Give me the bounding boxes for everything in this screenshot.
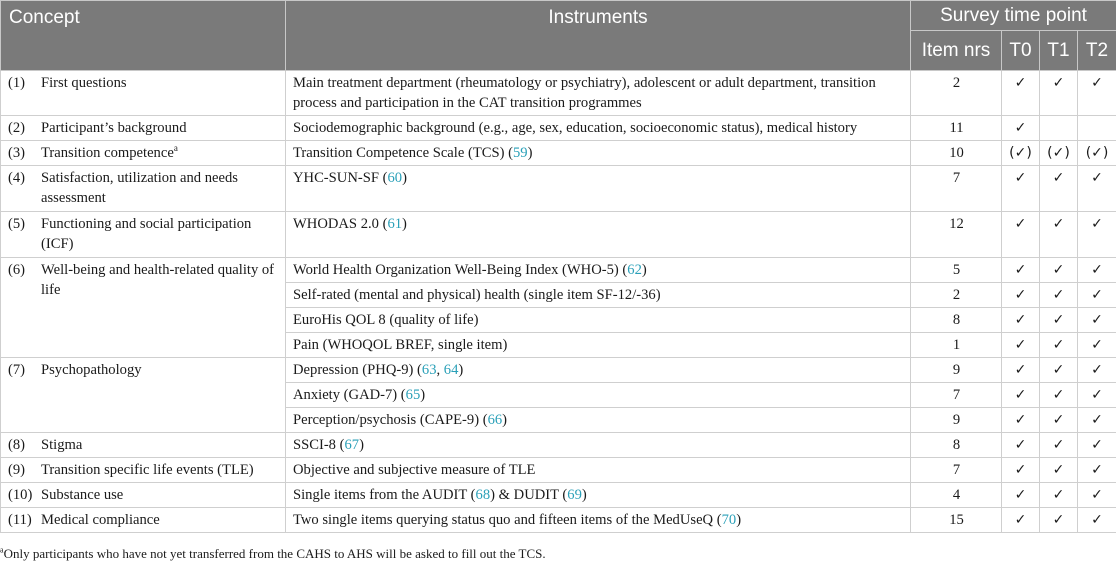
t1-check	[1040, 116, 1078, 141]
instrument-text: YHC-SUN-SF (	[293, 170, 388, 186]
t0-check: ✓	[1002, 483, 1040, 508]
t2-check: ✓	[1078, 458, 1116, 483]
reference-link[interactable]: 69	[567, 487, 582, 503]
instrument-text-end: )	[402, 170, 407, 186]
item-count: 2	[911, 71, 1002, 116]
instrument-cell	[286, 166, 911, 212]
item-count: 8	[911, 433, 1002, 458]
t2-check: ✓	[1078, 258, 1116, 283]
concept-label: Functioning and social participation (ICF)	[41, 216, 252, 252]
reference-link[interactable]: 61	[387, 216, 403, 232]
table-row	[1, 433, 1116, 458]
table-row	[1, 358, 1116, 383]
reference-link[interactable]: 67	[344, 437, 360, 453]
instrument-text-end: )	[641, 262, 647, 278]
t0-check: ✓	[1002, 383, 1040, 408]
t2-check: (✓)	[1078, 141, 1116, 166]
t2-check: ✓	[1078, 166, 1116, 212]
instrument-text: SSCI-8 (	[293, 437, 345, 453]
concept-cell	[1, 212, 286, 258]
reference-link[interactable]: 68	[475, 487, 491, 503]
instrument-text: Depression (PHQ-9) (	[293, 362, 422, 378]
concept-number: (10)	[8, 487, 33, 503]
concept-cell	[1, 458, 286, 483]
table-row	[1, 508, 1116, 533]
concept-label: Psychopathology	[41, 362, 142, 378]
item-count: 5	[911, 258, 1002, 283]
table-row	[1, 116, 1116, 141]
t0-check: ✓	[1002, 408, 1040, 433]
instrument-text-end: )	[581, 487, 587, 503]
t1-check: ✓	[1040, 212, 1078, 258]
instrument-cell	[286, 358, 911, 383]
instrument-text-end: )	[527, 145, 533, 161]
table-row	[1, 71, 1116, 116]
item-count: 12	[911, 212, 1002, 258]
t1-check: ✓	[1040, 333, 1078, 358]
item-count: 9	[911, 408, 1002, 433]
concept-number: (7)	[8, 362, 26, 378]
concept-cell	[1, 433, 286, 458]
t2-check: ✓	[1078, 71, 1116, 116]
item-count: 10	[911, 141, 1002, 166]
t0-check: (✓)	[1002, 141, 1040, 166]
footnote-marker: a	[173, 143, 178, 154]
t1-check: ✓	[1040, 483, 1078, 508]
concept-number: (8)	[8, 437, 26, 453]
table-row	[1, 141, 1116, 166]
concept-cell	[1, 116, 286, 141]
t1-check: ✓	[1040, 308, 1078, 333]
concept-label: First questions	[41, 75, 127, 91]
header-t2: T2	[1078, 31, 1116, 71]
t0-check: ✓	[1002, 308, 1040, 333]
header-item-nrs: Item nrs	[911, 31, 1002, 71]
concept-label: Medical compliance	[41, 512, 160, 528]
concept-number: (2)	[8, 120, 26, 136]
instrument-text: Single items from the AUDIT (	[293, 487, 476, 503]
instrument-text-end: )	[736, 512, 742, 528]
t2-check: ✓	[1078, 308, 1116, 333]
t1-check: ✓	[1040, 258, 1078, 283]
table-footnote	[0, 546, 546, 562]
reference-link[interactable]: 64	[443, 362, 459, 378]
t2-check: ✓	[1078, 508, 1116, 533]
item-count: 1	[911, 333, 1002, 358]
instrument-cell	[286, 212, 911, 258]
t2-check	[1078, 116, 1116, 141]
header-instruments: Instruments	[286, 1, 911, 71]
instrument-cell: Pain (WHOQOL BREF, single item)	[286, 333, 911, 358]
concept-number: (11)	[8, 512, 32, 528]
header-survey-time-point: Survey time point	[911, 1, 1116, 31]
concept-number: (3)	[8, 145, 26, 161]
table-row	[1, 458, 1116, 483]
concept-number: (4)	[8, 170, 26, 186]
reference-link[interactable]: 63	[421, 362, 437, 378]
concept-label: Transition competence	[41, 145, 174, 161]
instrument-cell	[286, 383, 911, 408]
t1-check: ✓	[1040, 283, 1078, 308]
t2-check: ✓	[1078, 383, 1116, 408]
instrument-cell	[286, 508, 911, 533]
footnote-marker: a	[0, 545, 4, 555]
instrument-text-end: )	[420, 387, 426, 403]
reference-link[interactable]: 66	[487, 412, 503, 428]
table-row	[1, 483, 1116, 508]
t1-check: ✓	[1040, 383, 1078, 408]
concept-cell	[1, 508, 286, 533]
concept-cell	[1, 141, 286, 166]
item-count: 7	[911, 166, 1002, 212]
t2-check: ✓	[1078, 283, 1116, 308]
concept-label: Well-being and health-related quality of life	[41, 262, 275, 298]
t0-check: ✓	[1002, 333, 1040, 358]
instrument-cell	[286, 258, 911, 283]
instrument-text: Anxiety (GAD-7) (	[293, 387, 406, 403]
t2-check: ✓	[1078, 433, 1116, 458]
t1-check: ✓	[1040, 408, 1078, 433]
t1-check: ✓	[1040, 71, 1078, 116]
reference-link[interactable]: 70	[721, 512, 737, 528]
t2-check: ✓	[1078, 408, 1116, 433]
t0-check: ✓	[1002, 71, 1040, 116]
instrument-cell	[286, 408, 911, 433]
header-t0: T0	[1002, 31, 1040, 71]
item-count: 11	[911, 116, 1002, 141]
instrument-separator: ,	[436, 362, 444, 378]
t0-check: ✓	[1002, 166, 1040, 212]
item-count: 8	[911, 308, 1002, 333]
concept-number: (6)	[8, 262, 26, 278]
t0-check: ✓	[1002, 458, 1040, 483]
instrument-cell: Self-rated (mental and physical) health (single item SF-12/-36)	[286, 283, 911, 308]
instrument-text-mid: ) & DUDIT (	[490, 487, 568, 503]
concept-cell	[1, 483, 286, 508]
concept-number: (9)	[8, 462, 26, 478]
reference-link[interactable]: 62	[627, 262, 642, 278]
concept-cell	[1, 166, 286, 212]
item-count: 15	[911, 508, 1002, 533]
concept-cell	[1, 71, 286, 116]
reference-link[interactable]: 65	[405, 387, 421, 403]
t2-check: ✓	[1078, 333, 1116, 358]
instrument-cell	[286, 433, 911, 458]
t0-check: ✓	[1002, 212, 1040, 258]
instrument-text: Perception/psychosis (CAPE-9) (	[293, 412, 488, 428]
t0-check: ✓	[1002, 433, 1040, 458]
instrument-text-end: )	[458, 362, 464, 378]
t1-check: (✓)	[1040, 141, 1078, 166]
table-row	[1, 258, 1116, 283]
instrument-cell	[286, 483, 911, 508]
concept-number: (5)	[8, 216, 26, 232]
t1-check: ✓	[1040, 433, 1078, 458]
item-count: 7	[911, 383, 1002, 408]
instrument-text-end: )	[402, 216, 407, 232]
table-row	[1, 212, 1116, 258]
reference-link[interactable]: 60	[387, 170, 403, 186]
concept-label: Substance use	[41, 487, 124, 503]
t0-check: ✓	[1002, 116, 1040, 141]
t0-check: ✓	[1002, 508, 1040, 533]
instrument-cell: Sociodemographic background (e.g., age, sex, education, socioeconomic status), medical history	[286, 116, 911, 141]
concept-label: Participant’s background	[41, 120, 187, 136]
t1-check: ✓	[1040, 508, 1078, 533]
item-count: 2	[911, 283, 1002, 308]
instrument-text: Transition Competence Scale (TCS) (	[293, 145, 513, 161]
instrument-text-end: )	[359, 437, 364, 453]
instrument-cell: Objective and subjective measure of TLE	[286, 458, 911, 483]
concept-cell	[1, 358, 286, 433]
instrument-text: World Health Organization Well-Being Index (WHO-5) (	[293, 262, 628, 278]
instrument-text-end: )	[502, 412, 508, 428]
t1-check: ✓	[1040, 458, 1078, 483]
concept-label: Stigma	[41, 437, 83, 453]
instrument-cell: EuroHis QOL 8 (quality of life)	[286, 308, 911, 333]
t2-check: ✓	[1078, 483, 1116, 508]
header-concept: Concept	[1, 1, 286, 71]
instrument-text: Two single items querying status quo and fifteen items of the MedUseQ (	[293, 512, 722, 528]
item-count: 9	[911, 358, 1002, 383]
t2-check: ✓	[1078, 212, 1116, 258]
item-count: 7	[911, 458, 1002, 483]
t0-check: ✓	[1002, 283, 1040, 308]
concept-cell	[1, 258, 286, 358]
t1-check: ✓	[1040, 358, 1078, 383]
instrument-cell	[286, 141, 911, 166]
t2-check: ✓	[1078, 358, 1116, 383]
table-row	[1, 166, 1116, 212]
t0-check: ✓	[1002, 258, 1040, 283]
t0-check: ✓	[1002, 358, 1040, 383]
instrument-cell: Main treatment department (rheumatology or psychiatry), adolescent or adult department, transition process and participation in the CAT transition programmes	[286, 71, 911, 116]
header-t1: T1	[1040, 31, 1078, 71]
concept-label: Transition specific life events (TLE)	[41, 462, 254, 478]
reference-link[interactable]: 59	[512, 145, 528, 161]
concept-number: (1)	[8, 75, 26, 91]
item-count: 4	[911, 483, 1002, 508]
t1-check: ✓	[1040, 166, 1078, 212]
footnote-text: Only participants who have not yet transferred from the CAHS to AHS will be asked to fill out the TCS.	[3, 546, 546, 561]
concept-label: Satisfaction, utilization and needs assessment	[41, 170, 238, 206]
instrument-text: WHODAS 2.0 (	[293, 216, 388, 232]
